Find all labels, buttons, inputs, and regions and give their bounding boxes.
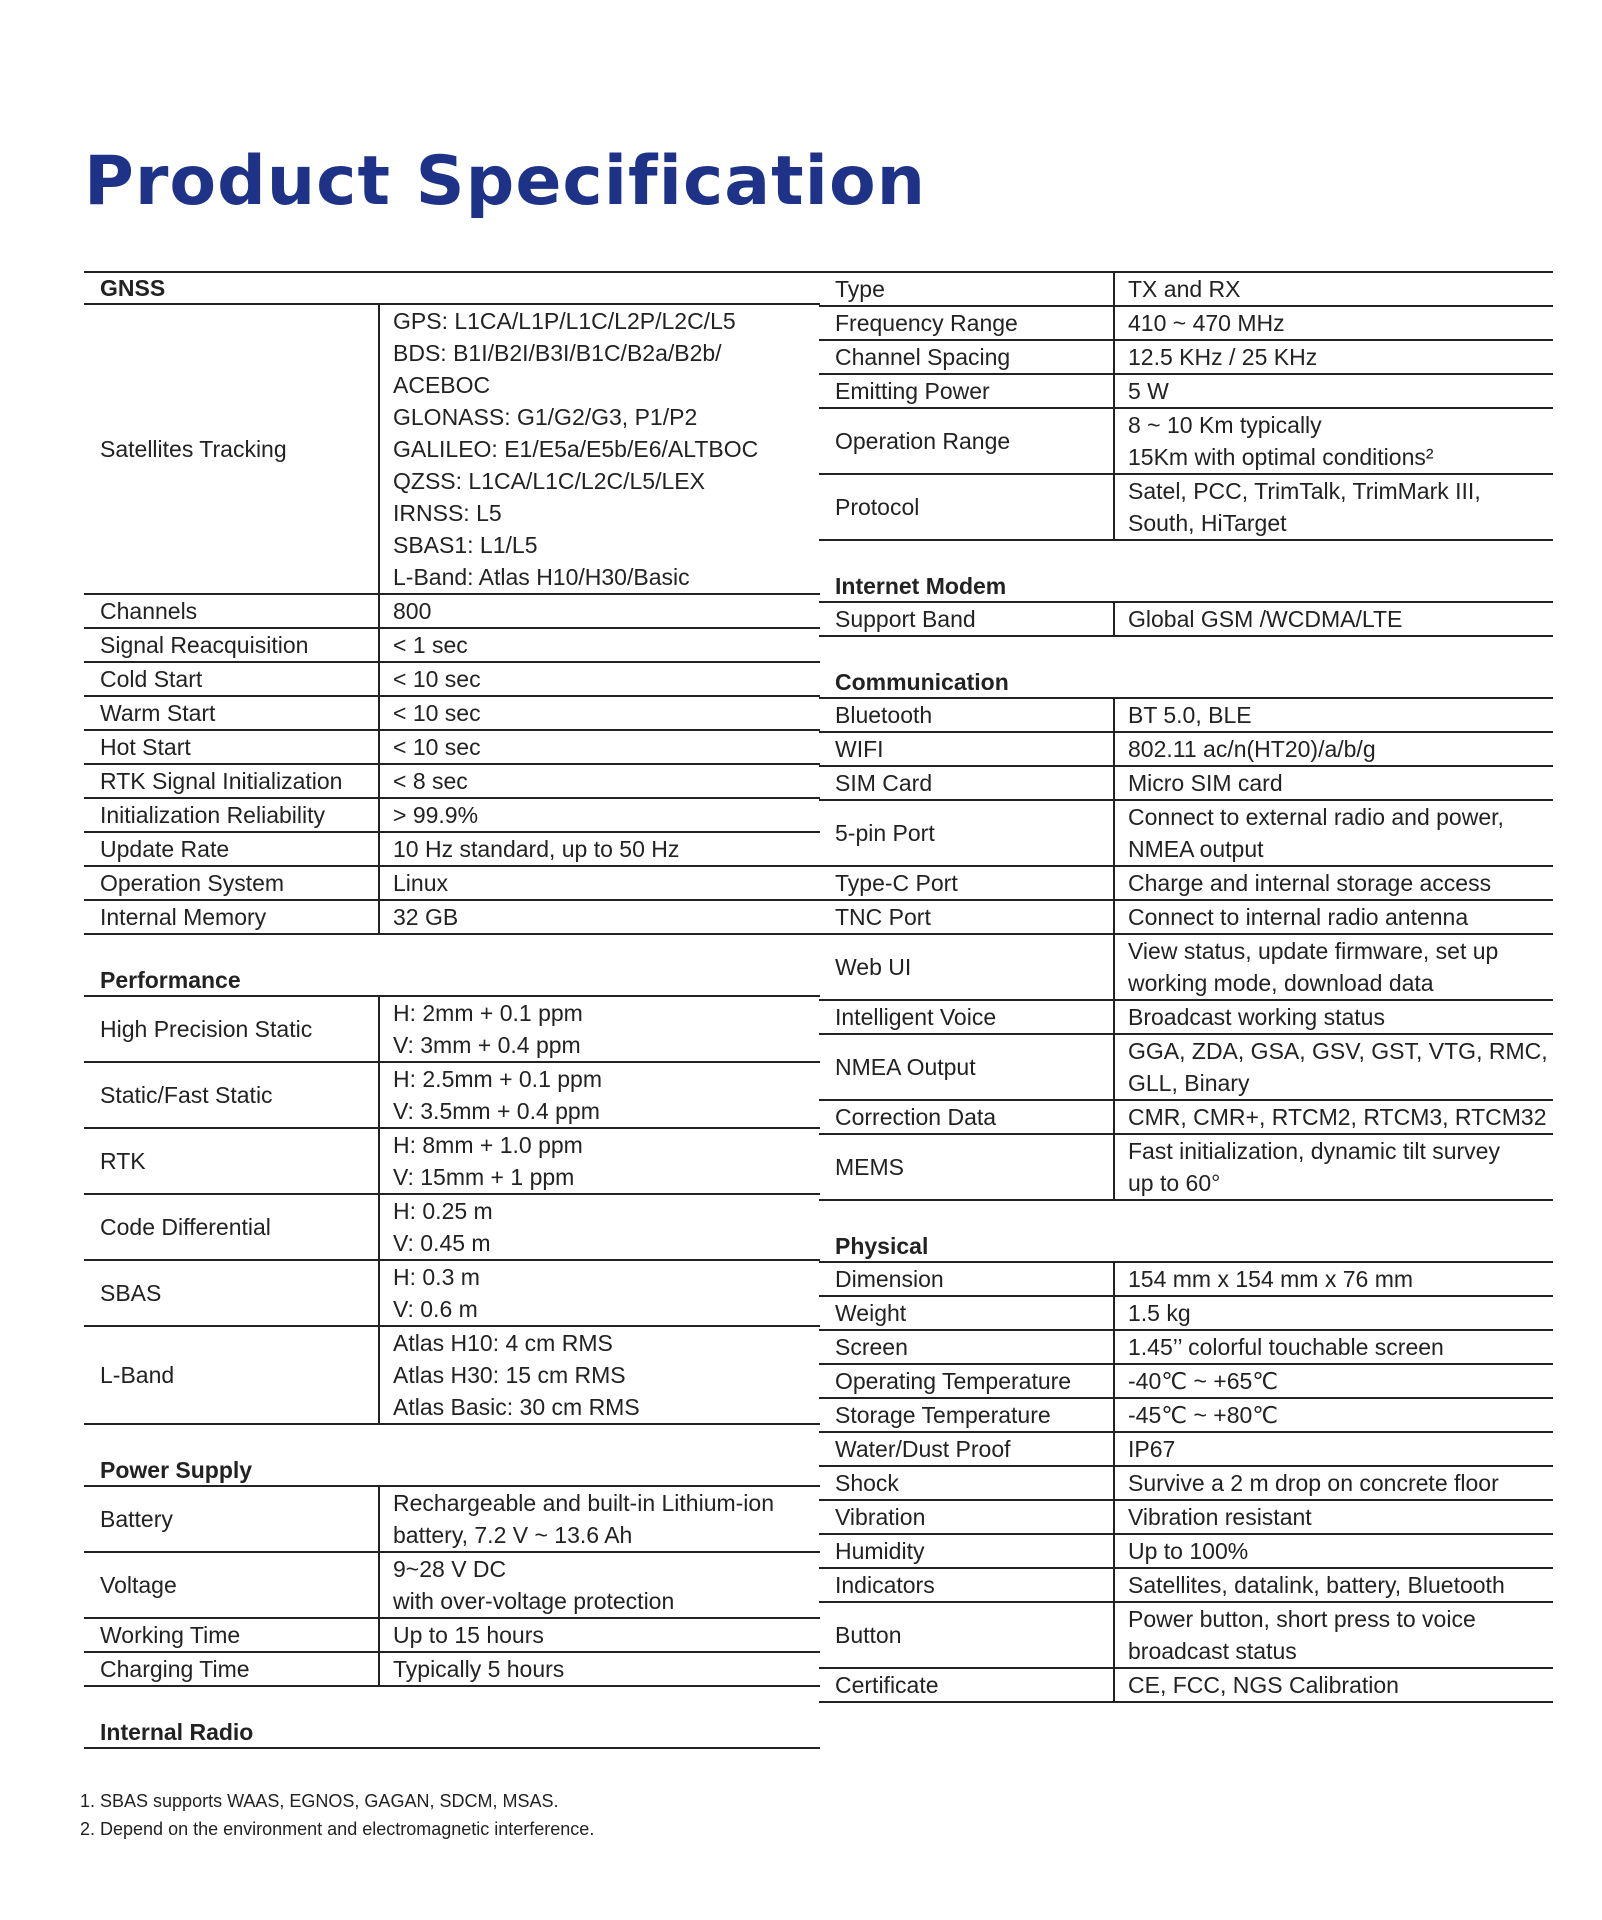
spec-value-line: 5 W [1128,378,1169,404]
spec-value-line: GGA, ZDA, GSA, GSV, GST, VTG, RMC, [1128,1038,1548,1064]
spec-value-line: 8 ~ 10 Km typically [1128,412,1322,438]
spec-value [1115,901,1553,933]
spec-value-line: working mode, download data [1128,970,1434,996]
spec-value-line: H: 2.5mm + 0.1 ppm [393,1066,602,1092]
spec-row [84,1553,820,1619]
spec-label: SBAS [84,1261,380,1325]
spec-value-line: H: 8mm + 1.0 ppm [393,1132,583,1158]
footnotes [80,1787,594,1843]
spec-value-line: IRNSS: L5 [393,500,502,526]
spec-value-line: -45℃ ~ +80℃ [1128,1402,1279,1428]
spec-label: Working Time [84,1619,380,1651]
spec-label: Operation Range [819,409,1115,473]
spec-row [84,1063,820,1129]
spec-value-line: H: 0.3 m [393,1264,480,1290]
spec-label: Voltage [84,1553,380,1617]
spec-value [1115,733,1553,765]
spec-value-line: < 10 sec [393,666,481,692]
spec-label: Cold Start [84,663,380,695]
spec-value-line: 1.45’’ colorful touchable screen [1128,1334,1444,1360]
spec-row [819,1467,1553,1501]
spec-value [380,799,820,831]
spec-label: WIFI [819,733,1115,765]
spec-row [819,901,1553,935]
spec-value [1115,801,1553,865]
spec-row [84,1261,820,1327]
spec-row [84,629,820,663]
spec-row [819,341,1553,375]
spec-value [380,1195,820,1259]
spec-label: Static/Fast Static [84,1063,380,1127]
spec-value-line: 10 Hz standard, up to 50 Hz [393,836,680,862]
spec-value-line: South, HiTarget [1128,510,1287,536]
spec-value [380,901,820,933]
spec-label: Type [819,273,1115,305]
spec-value-line: Survive a 2 m drop on concrete floor [1128,1470,1499,1496]
spec-value-line: Broadcast working status [1128,1004,1385,1030]
spec-row [84,833,820,867]
spec-row [819,1101,1553,1135]
spec-value-line: < 10 sec [393,700,481,726]
spec-value-line: 1.5 kg [1128,1300,1191,1326]
spec-value [380,1063,820,1127]
spec-value-line: V: 3.5mm + 0.4 ppm [393,1098,600,1124]
spec-value [1115,1297,1553,1329]
spec-row [84,1129,820,1195]
spec-label: Shock [819,1467,1115,1499]
spec-value-line: GLL, Binary [1128,1070,1250,1096]
spec-label: Satellites Tracking [84,305,380,593]
spec-label: Dimension [819,1263,1115,1295]
spec-value-line: V: 3mm + 0.4 ppm [393,1032,581,1058]
spec-row [819,1035,1553,1101]
spec-value [1115,1001,1553,1033]
spec-value-line: Up to 15 hours [393,1622,544,1648]
spec-row [84,997,820,1063]
spec-row [819,1365,1553,1399]
spec-value [1115,409,1553,473]
spec-value [1115,1669,1553,1701]
spec-value-line: Typically 5 hours [393,1656,565,1682]
spec-value [1115,935,1553,999]
spec-value-line: GALILEO: E1/E5a/E5b/E6/ALTBOC [393,436,759,462]
spec-value [1115,1331,1553,1363]
spec-value-line: Vibration resistant [1128,1504,1312,1530]
spec-label: Certificate [819,1669,1115,1701]
spec-value-line: Global GSM /WCDMA/LTE [1128,606,1403,632]
spec-row [819,1569,1553,1603]
spec-label: Humidity [819,1535,1115,1567]
spec-value-line: IP67 [1128,1436,1176,1462]
spec-value [380,833,820,865]
spec-label: Channels [84,595,380,627]
spec-value-line: 9~28 V DC [393,1556,507,1582]
spec-value [1115,375,1553,407]
footnote: 1. SBAS supports WAAS, EGNOS, GAGAN, SDCM, MSAS. [80,1791,559,1811]
spec-label: Protocol [819,475,1115,539]
spec-value-line: with over-voltage protection [393,1588,675,1614]
spec-row [819,1603,1553,1669]
spec-label: Weight [819,1297,1115,1329]
spec-label: Update Rate [84,833,380,865]
spec-value-line: Micro SIM card [1128,770,1283,796]
spec-value [1115,341,1553,373]
spec-row [84,305,820,595]
spec-value-line: < 1 sec [393,632,468,658]
spec-value [380,1553,820,1617]
spec-label: Initialization Reliability [84,799,380,831]
spec-row [84,1619,820,1653]
spec-value-line: V: 0.6 m [393,1296,478,1322]
spec-value-line: NMEA output [1128,836,1264,862]
spec-value-line: Atlas Basic: 30 cm RMS [393,1394,640,1420]
spec-value [1115,867,1553,899]
spec-value [380,1487,820,1551]
section-heading: Performance [84,965,820,997]
spec-value [1115,1263,1553,1295]
spec-value [380,997,820,1061]
spec-row [84,1195,820,1261]
spec-label: Indicators [819,1569,1115,1601]
spec-value-line: Atlas H10: 4 cm RMS [393,1330,613,1356]
spec-label: MEMS [819,1135,1115,1199]
spec-value [1115,1365,1553,1397]
spec-row [819,867,1553,901]
spec-label: Operating Temperature [819,1365,1115,1397]
spec-row [819,603,1553,635]
spec-value-line: broadcast status [1128,1638,1297,1664]
spec-value [1115,1467,1553,1499]
communication-section [819,667,1553,1201]
spec-value-line: L-Band: Atlas H10/H30/Basic [393,564,690,590]
spec-value [380,1129,820,1193]
spec-label: Internal Memory [84,901,380,933]
spec-value-line: < 10 sec [393,734,481,760]
right-spec-column [819,271,1553,1703]
spec-value-line: 12.5 KHz / 25 KHz [1128,344,1318,370]
spec-row [819,1331,1553,1365]
spec-value-line: < 8 sec [393,768,468,794]
spec-row [819,1501,1553,1535]
spec-value-line: GLONASS: G1/G2/G3, P1/P2 [393,404,698,430]
spec-label: Web UI [819,935,1115,999]
spec-label: NMEA Output [819,1035,1115,1099]
spec-value-line: QZSS: L1CA/L1C/L2C/L5/LEX [393,468,705,494]
spec-row [84,799,820,833]
section-heading: Communication [819,667,1553,699]
physical-section [819,1231,1553,1703]
spec-label: L-Band [84,1327,380,1423]
spec-label: Storage Temperature [819,1399,1115,1431]
spec-value [1115,767,1553,799]
spec-label: TNC Port [819,901,1115,933]
spec-value-line: Fast initialization, dynamic tilt survey [1128,1138,1500,1164]
spec-label: Support Band [819,603,1115,635]
spec-value-line: BT 5.0, BLE [1128,702,1252,728]
spec-value-line: Satel, PCC, TrimTalk, TrimMark III, [1128,478,1481,504]
spec-row [819,1535,1553,1569]
spec-value-line: Power button, short press to voice [1128,1606,1476,1632]
spec-row [84,731,820,765]
spec-row [819,1001,1553,1035]
spec-label: Type-C Port [819,867,1115,899]
spec-label: Intelligent Voice [819,1001,1115,1033]
spec-value-line: Connect to internal radio antenna [1128,904,1469,930]
spec-label: Operation System [84,867,380,899]
spec-value-line: Rechargeable and built-in Lithium-ion [393,1490,775,1516]
spec-row [84,1653,820,1685]
spec-value-line: 32 GB [393,904,459,930]
spec-value-line: up to 60° [1128,1170,1221,1196]
spec-value [1115,273,1553,305]
spec-label: 5-pin Port [819,801,1115,865]
spec-label: Screen [819,1331,1115,1363]
spec-label: Code Differential [84,1195,380,1259]
spec-row [819,1135,1553,1199]
spec-row [84,901,820,933]
spec-row [819,801,1553,867]
spec-value-line: 800 [393,598,432,624]
spec-row [819,375,1553,409]
spec-row [819,1297,1553,1331]
spec-row [84,1487,820,1553]
spec-row [84,1327,820,1423]
internal-radio-section [84,1717,820,1749]
spec-value-line: BDS: B1I/B2I/B3I/B1C/B2a/B2b/ [393,340,722,366]
spec-row [819,1433,1553,1467]
spec-value-line: 802.11 ac/n(HT20)/a/b/g [1128,736,1376,762]
spec-value-line: V: 0.45 m [393,1230,491,1256]
page-title: Product Specification [84,142,927,221]
spec-value [380,731,820,763]
spec-row [819,767,1553,801]
spec-row [819,409,1553,475]
spec-label: SIM Card [819,767,1115,799]
spec-label: Hot Start [84,731,380,763]
spec-label: Vibration [819,1501,1115,1533]
spec-label: Emitting Power [819,375,1115,407]
spec-row [819,733,1553,767]
spec-label: High Precision Static [84,997,380,1061]
spec-value [380,1327,820,1423]
spec-label: RTK Signal Initialization [84,765,380,797]
spec-value [1115,1035,1553,1099]
spec-value-line: GPS: L1CA/L1P/L1C/L2P/L2C/L5 [393,308,736,334]
spec-row [84,595,820,629]
spec-value [1115,1101,1553,1133]
spec-value [1115,699,1553,731]
spec-value [380,1653,820,1685]
spec-value [1115,1135,1553,1199]
spec-value-line: 154 mm x 154 mm x 76 mm [1128,1266,1414,1292]
spec-row [819,1399,1553,1433]
spec-label: Bluetooth [819,699,1115,731]
spec-value [1115,1603,1553,1667]
spec-value-line: Linux [393,870,448,896]
spec-value-line: Up to 100% [1128,1538,1249,1564]
spec-label: Correction Data [819,1101,1115,1133]
spec-row [84,663,820,697]
spec-row [819,1263,1553,1297]
spec-label: Frequency Range [819,307,1115,339]
section-heading: Internal Radio [100,1719,254,1745]
spec-value-line: CE, FCC, NGS Calibration [1128,1672,1399,1698]
spec-row [84,765,820,799]
spec-label: Warm Start [84,697,380,729]
internal-radio-table [819,271,1553,541]
spec-value-line: H: 2mm + 0.1 ppm [393,1000,583,1026]
spec-value-line: Satellites, datalink, battery, Bluetooth [1128,1572,1505,1598]
spec-value-line: SBAS1: L1/L5 [393,532,538,558]
performance-section [84,965,820,1425]
section-heading: Physical [819,1231,1553,1263]
spec-row [819,307,1553,341]
spec-value-line: battery, 7.2 V ~ 13.6 Ah [393,1522,633,1548]
power-supply-section [84,1455,820,1687]
spec-value [1115,603,1553,635]
spec-row [819,1669,1553,1701]
spec-value [1115,475,1553,539]
spec-value [1115,1399,1553,1431]
spec-value-line: TX and RX [1128,276,1241,302]
spec-value [380,595,820,627]
footnote: 2. Depend on the environment and electromagnetic interference. [80,1819,595,1839]
spec-value [380,1261,820,1325]
spec-value-line: 410 ~ 470 MHz [1128,310,1285,336]
spec-label: Water/Dust Proof [819,1433,1115,1465]
spec-value-line: CMR, CMR+, RTCM2, RTCM3, RTCM32 [1128,1104,1547,1130]
spec-value-line: V: 15mm + 1 ppm [393,1164,575,1190]
spec-value [1115,1433,1553,1465]
spec-value [1115,1569,1553,1601]
spec-row [84,697,820,731]
left-spec-column [84,271,820,1749]
spec-value-line: -40℃ ~ +65℃ [1128,1368,1279,1394]
spec-label: Battery [84,1487,380,1551]
spec-value [380,697,820,729]
spec-label: Signal Reacquisition [84,629,380,661]
section-heading: GNSS [84,273,820,305]
spec-value [1115,307,1553,339]
spec-label: Channel Spacing [819,341,1115,373]
internet-modem-section [819,571,1553,637]
spec-value [1115,1501,1553,1533]
spec-value-line: H: 0.25 m [393,1198,493,1224]
spec-value [380,663,820,695]
spec-row [819,475,1553,539]
spec-value [380,765,820,797]
section-heading: Power Supply [84,1455,820,1487]
spec-row [819,935,1553,1001]
section-heading: Internet Modem [819,571,1553,603]
spec-value [380,1619,820,1651]
spec-row [819,273,1553,307]
gnss-section [84,271,820,935]
spec-value-line: > 99.9% [393,802,479,828]
spec-value-line: Connect to external radio and power, [1128,804,1504,830]
spec-row [819,699,1553,733]
spec-value [1115,1535,1553,1567]
spec-value-line: ACEBOC [393,372,491,398]
spec-value [380,867,820,899]
spec-value-line: View status, update firmware, set up [1128,938,1499,964]
spec-label: Charging Time [84,1653,380,1685]
spec-label: Button [819,1603,1115,1667]
spec-value [380,629,820,661]
spec-value-line: Charge and internal storage access [1128,870,1492,896]
spec-label: RTK [84,1129,380,1193]
spec-value-line: 15Km with optimal conditions² [1128,444,1434,470]
spec-row [84,867,820,901]
spec-value-line: Atlas H30: 15 cm RMS [393,1362,626,1388]
spec-value [380,305,820,593]
